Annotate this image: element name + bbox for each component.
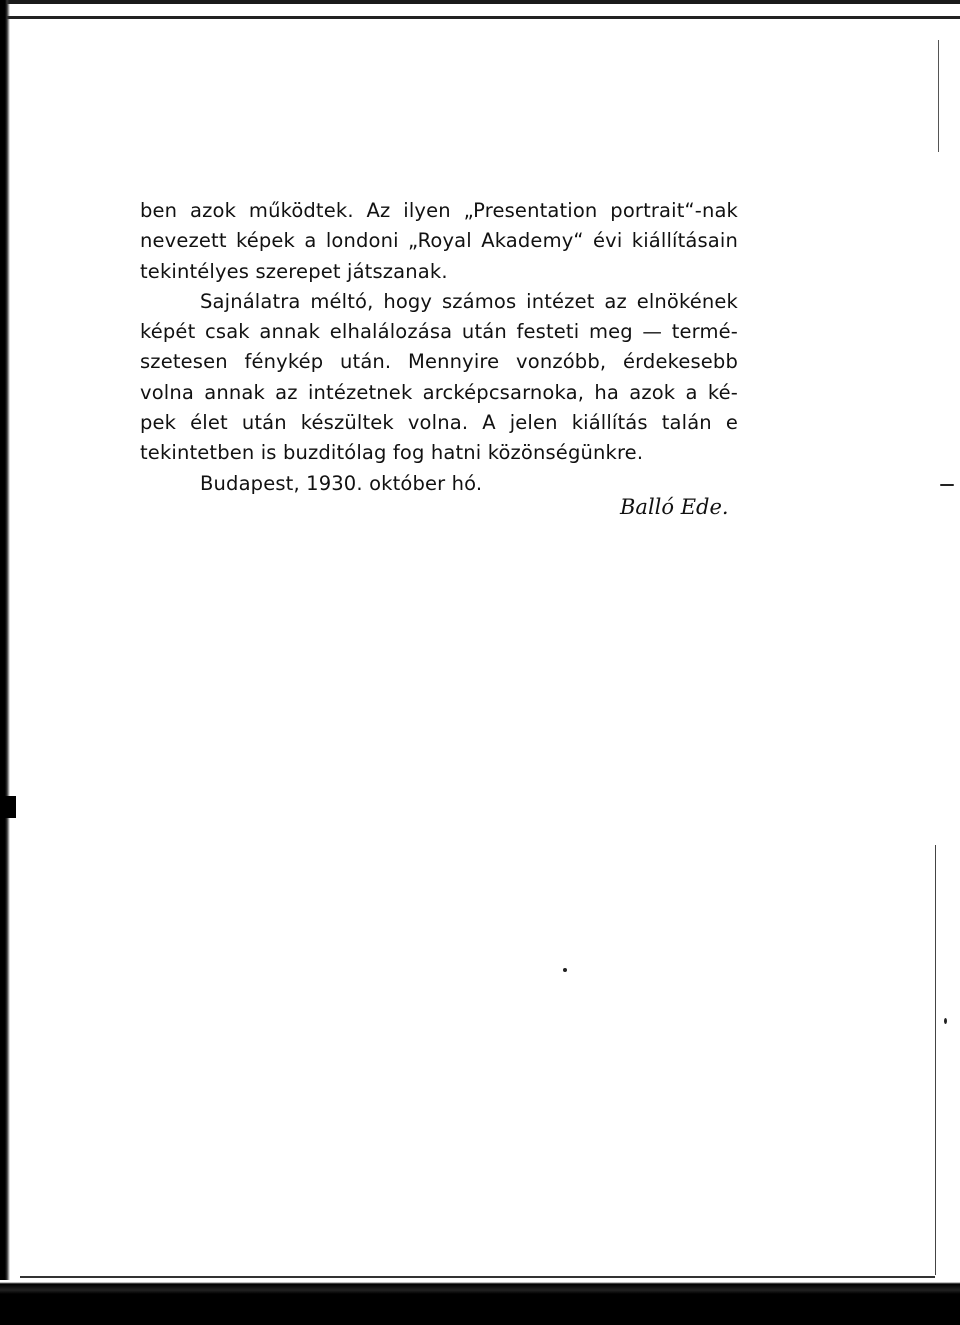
- text-line: tekintetben is buzditólag fog hatni közönségünkre.: [140, 441, 644, 465]
- text-line: nevezett képek a londoni „Royal Akademy“ évi kiállításain: [140, 229, 738, 253]
- body-text: [140, 196, 738, 499]
- text-line: képét csak annak elhalálozása után festeti meg — termé-: [140, 320, 738, 344]
- scan-speck: [944, 1018, 947, 1024]
- scan-speck: [563, 968, 567, 972]
- text-line: szetesen fénykép után. Mennyire vonzóbb, érdekesebb: [140, 350, 738, 374]
- scan-bottom-line: [20, 1276, 935, 1278]
- text-line: Sajnálatra méltó, hogy számos intézet az elnökének: [200, 289, 738, 313]
- scan-speck: [940, 484, 954, 486]
- dateline: Budapest, 1930. október hó.: [200, 471, 483, 495]
- scan-right-rule-top: [938, 40, 939, 152]
- scan-top-edge: [0, 0, 960, 4]
- text-line: pek élet után készültek volna. A jelen kiállítás talán e: [140, 411, 738, 435]
- scan-left-notch: [0, 796, 16, 818]
- scan-left-edge: [0, 0, 10, 1325]
- text-line: tekintélyes szerepet játszanak.: [140, 259, 448, 283]
- scan-top-line: [0, 16, 960, 19]
- text-line: ben azok működtek. Az ilyen „Presentation portrait“-nak: [140, 199, 738, 222]
- signature: Balló Ede.: [620, 495, 729, 519]
- scan-bottom-band: [0, 1280, 960, 1325]
- scan-right-rule-bottom: [935, 845, 936, 1275]
- text-line: volna annak az intézetnek arcképcsarnoka, ha azok a ké-: [140, 380, 738, 404]
